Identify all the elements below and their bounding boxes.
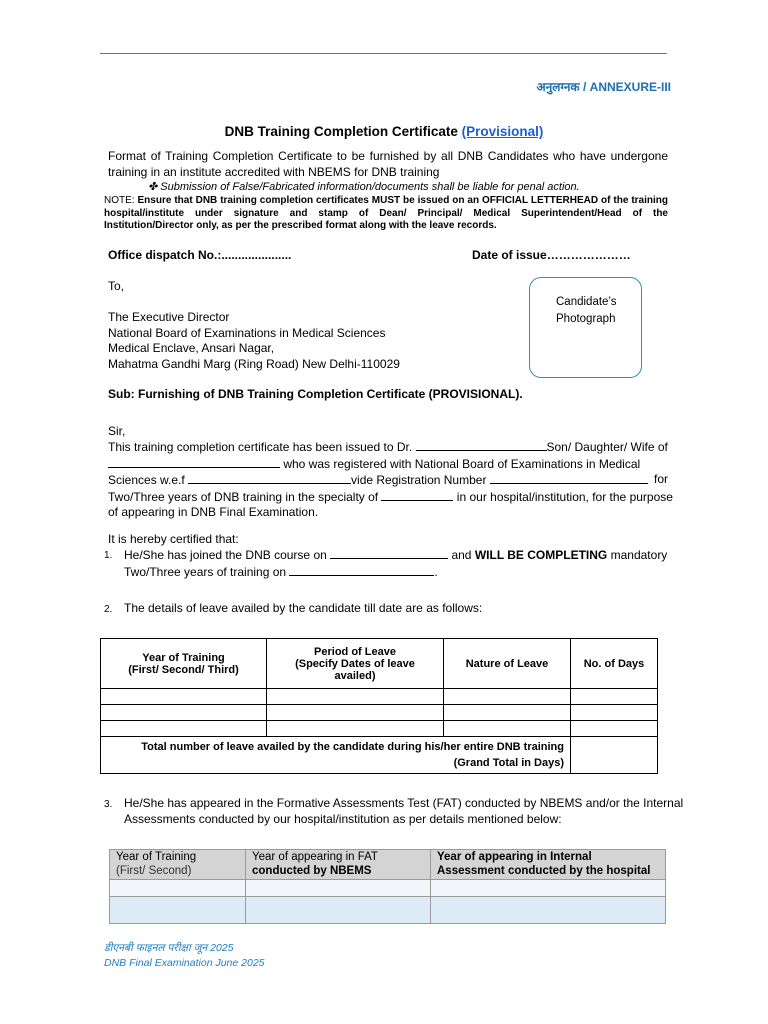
body-text: in our hospital/institution, for the purpose (453, 489, 673, 504)
item-number: 3. (104, 799, 113, 810)
footer-english: DNB Final Examination June 2025 (104, 957, 265, 969)
table-cell (267, 705, 444, 721)
table-cell (444, 705, 571, 721)
header-cell: Year of Training (First/ Second) (110, 850, 246, 880)
body-text: Son/ Daughter/ Wife of (546, 440, 668, 454)
table-cell (431, 897, 666, 924)
table-cell (571, 689, 658, 705)
table-cell (444, 689, 571, 705)
total-value-cell (571, 737, 658, 774)
table-cell (101, 689, 267, 705)
table-cell (246, 897, 431, 924)
table-row (110, 897, 666, 924)
table-cell (571, 705, 658, 721)
item-text: . (434, 564, 438, 579)
header-cell: Nature of Leave (444, 639, 571, 689)
title-provisional: (Provisional) (461, 124, 544, 139)
intro-text: Format of Training Completion Certificate to be furnished by all DNB Candidates who have undergone training in an institute accredited with NBEMS for DNB training (108, 149, 668, 179)
certificate-body (108, 439, 673, 521)
item-text: mandatory (607, 548, 668, 562)
header-cell: No. of Days (571, 639, 658, 689)
subject-line: Sub: Furnishing of DNB Training Completion Certificate (PROVISIONAL). (108, 387, 523, 401)
item-bold: WILL BE COMPLETING (474, 548, 608, 562)
candidate-photo-box (529, 277, 642, 378)
warning-text: ✤ Submission of False/Fabricated information/documents shall be liable for penal action. (148, 181, 580, 193)
to-label: To, (108, 279, 125, 293)
footer-hindi: डीएनबी फाइनल परीक्षा जून 2025 (104, 942, 234, 954)
body-text: Sciences w.e.f (108, 473, 189, 487)
photo-label-line1: Candidate’s (556, 296, 617, 308)
item-number: 1. (104, 550, 113, 561)
address-line: National Board of Examinations in Medical Sciences (108, 325, 386, 340)
annexure-label: अनुलग्नक / ANNEXURE-III (536, 80, 671, 94)
registration-blank (490, 472, 648, 484)
table-cell (444, 721, 571, 737)
table-row (101, 689, 658, 705)
item2-text: The details of leave availed by the candidate till date are as follows: (124, 601, 483, 615)
table-cell (110, 880, 246, 897)
item-text: He/She has joined the DNB course on (124, 548, 331, 562)
body-text: Two/Three years of DNB training in the specialty of (108, 489, 382, 504)
table-cell (101, 705, 267, 721)
table-cell (267, 721, 444, 737)
salutation: Sir, (108, 424, 126, 438)
table-row (110, 850, 666, 880)
table-cell (571, 721, 658, 737)
address-line: Mahatma Gandhi Marg (Ring Road) New Delhi-110029 (108, 356, 400, 371)
total-label-cell: Total number of leave availed by the candidate during his/her entire DNB training (Grand Total in Days) (101, 737, 571, 774)
assessment-table (109, 849, 666, 924)
table-cell (110, 897, 246, 924)
item3-text (124, 796, 683, 827)
title-main: DNB Training Completion Certificate (224, 124, 462, 139)
table-cell (267, 689, 444, 705)
certified-heading: It is hereby certified that: (108, 532, 239, 546)
address-block (108, 310, 400, 372)
item-text: Two/Three years of training on (124, 564, 290, 579)
relation-name-blank (108, 456, 280, 468)
item-number: 2. (104, 604, 113, 615)
header-cell: Year of appearing in FAT conducted by NBEMS (246, 850, 431, 880)
header-cell: Year of Training (First/ Second/ Third) (101, 639, 267, 689)
body-text: who was registered with National Board of Examinations in Medical (280, 456, 641, 471)
body-text: vide Registration Number (351, 473, 490, 487)
table-cell (101, 721, 267, 737)
leave-table (100, 638, 658, 774)
body-text: This training completion certificate has been issued to Dr. (108, 440, 416, 454)
body-text: for (653, 472, 668, 486)
date-of-issue: Date of issue………………… (472, 248, 631, 262)
header-rule (100, 53, 667, 54)
doctor-name-blank (416, 439, 547, 451)
header-cell: Period of Leave (Specify Dates of leave availed) (267, 639, 444, 689)
note-label: NOTE: (104, 195, 138, 206)
date-blank (188, 472, 351, 484)
table-row (101, 705, 658, 721)
item1-text (124, 547, 669, 580)
table-cell (246, 880, 431, 897)
table-cell (431, 880, 666, 897)
photo-label-line2: Photograph (556, 313, 616, 325)
completion-date-blank (289, 564, 434, 576)
header-cell: Year of appearing in Internal Assessment conducted by the hospital (431, 850, 666, 880)
dispatch-number: Office dispatch No.:..................... (108, 248, 292, 262)
table-row (110, 880, 666, 897)
address-line: The Executive Director (108, 310, 230, 324)
join-date-blank (330, 547, 448, 559)
address-line: Medical Enclave, Ansari Nagar, (108, 341, 275, 355)
item-text: He/She has appeared in the Formative Assessments Test (FAT) conducted by NBEMS and/or the Internal (124, 796, 684, 810)
note-text: Ensure that DNB training completion certificates MUST be issued on an OFFICIAL LETTERHEAD of the training hospital/institute under signature and stamp of Dean/ Principal/ Medical Superintendent/Head of the Institution/Director only, as per the prescribed format along with the leave records. (104, 195, 668, 231)
specialty-blank (381, 489, 453, 501)
table-row (101, 639, 658, 689)
page-title (0, 124, 768, 139)
table-row (101, 737, 658, 774)
item-text: and (448, 548, 475, 562)
body-text: of appearing in DNB Final Examination. (108, 505, 319, 519)
note-block (104, 195, 668, 233)
item-text: Assessments conducted by our hospital/institution as per details mentioned below: (124, 811, 562, 826)
table-row (101, 721, 658, 737)
